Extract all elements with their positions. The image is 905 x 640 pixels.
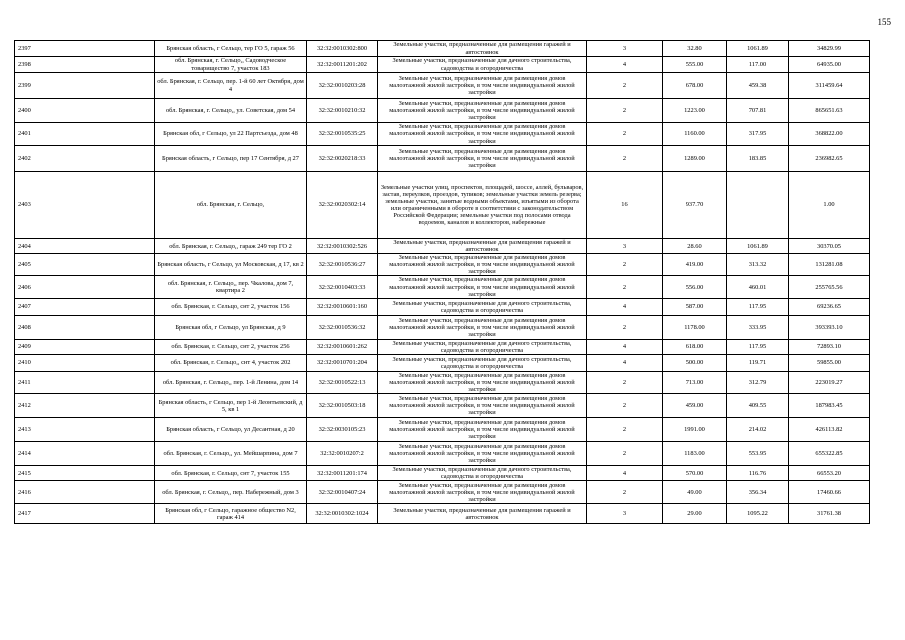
table-row [15, 418, 870, 442]
rate-cell: 117.95 [727, 298, 789, 315]
table-row [15, 172, 870, 239]
value-cell: 255765.56 [789, 276, 870, 298]
rate-cell: 1061.89 [727, 41, 789, 57]
value-cell: 655322.85 [789, 442, 870, 466]
table-row [15, 57, 870, 73]
value-cell: 66553.20 [789, 466, 870, 481]
row-number: 2415 [15, 466, 155, 481]
area-cell: 570.00 [663, 466, 727, 481]
area-cell: 500.00 [663, 354, 727, 371]
value-cell: 72893.10 [789, 339, 870, 354]
cadastral-number-cell: 32:32:0010601:262 [307, 339, 378, 354]
rate-cell: 409.55 [727, 394, 789, 418]
rate-cell [727, 172, 789, 239]
group-cell: 2 [587, 146, 663, 172]
area-cell: 713.00 [663, 371, 727, 393]
row-number: 2397 [15, 41, 155, 57]
land-use-cell: Земельные участки, предназначенные для размещения гаражей и автостоянок [378, 41, 587, 57]
land-use-cell: Земельные участки, предназначенные для дачного строительства, садоводства и огородничества [378, 298, 587, 315]
value-cell: 368822.00 [789, 123, 870, 146]
cadastral-number-cell: 32:32:0030105:23 [307, 418, 378, 442]
group-cell: 2 [587, 254, 663, 276]
area-cell: 1289.00 [663, 146, 727, 172]
address-cell: Брянская область, г Сельцо, тер ГО 5, гараж 56 [155, 41, 307, 57]
cadastral-number-cell: 32:32:0011201:174 [307, 466, 378, 481]
address-cell: обл. Брянская, г. Сельцо, снт 7, участок 155 [155, 466, 307, 481]
rate-cell: 317.95 [727, 123, 789, 146]
table-row [15, 276, 870, 298]
table-row [15, 146, 870, 172]
land-use-cell: Земельные участки, предназначенные для размещения домов малоэтажной жилой застройки, в том числе индивидуальной жилой застройки [378, 394, 587, 418]
rate-cell: 117.00 [727, 57, 789, 73]
group-cell: 4 [587, 466, 663, 481]
land-use-cell: Земельные участки, предназначенные для размещения домов малоэтажной жилой застройки, в том числе индивидуальной жилой застройки [378, 315, 587, 339]
value-cell: 34829.99 [789, 41, 870, 57]
address-cell: обл. Брянская, г. Сельцо,, пер. Чкалова, дом 7, квартира 2 [155, 276, 307, 298]
group-cell: 2 [587, 73, 663, 99]
cadastral-number-cell: 32:32:0010536:32 [307, 315, 378, 339]
cadastral-number-cell: 32:32:0020302:14 [307, 172, 378, 239]
row-number: 2399 [15, 73, 155, 99]
row-number: 2398 [15, 57, 155, 73]
table-row [15, 315, 870, 339]
cadastral-number-cell: 32:32:0010522:13 [307, 371, 378, 393]
area-cell: 459.00 [663, 394, 727, 418]
row-number: 2411 [15, 371, 155, 393]
address-cell: Брянская область, г Сельцо, пер 1-й Леонтьевский, д 5, кв 1 [155, 394, 307, 418]
cadastral-number-cell: 32:32:0010207:2 [307, 442, 378, 466]
table-row [15, 254, 870, 276]
group-cell: 2 [587, 394, 663, 418]
land-use-cell: Земельные участки улиц, проспектов, площадей, шоссе, аллей, бульваров, застав, переулков, проездов, тупиков; земельные участки земель резерва; земельные участки, занятые водными объектами, изъятыми из оборота или ограниченными в обороте в соответствии с законодательством Российской Федерации; земельные участки под полосами отвода водоемов, каналов и коллекторов, набережные [378, 172, 587, 239]
land-use-cell: Земельные участки, предназначенные для размещения домов малоэтажной жилой застройки, в том числе индивидуальной жилой застройки [378, 146, 587, 172]
row-number: 2400 [15, 99, 155, 123]
land-use-cell: Земельные участки, предназначенные для размещения домов малоэтажной жилой застройки, в том числе индивидуальной жилой застройки [378, 73, 587, 99]
cadastral-number-cell: 32:32:0010701:204 [307, 354, 378, 371]
row-number: 2413 [15, 418, 155, 442]
cadastral-number-cell: 32:32:0010601:160 [307, 298, 378, 315]
row-number: 2402 [15, 146, 155, 172]
rate-cell: 553.95 [727, 442, 789, 466]
table-row [15, 123, 870, 146]
cadastral-number-cell: 32:32:0010302:800 [307, 41, 378, 57]
rate-cell: 313.32 [727, 254, 789, 276]
area-cell: 678.00 [663, 73, 727, 99]
cadastral-number-cell: 32:32:0010407:24 [307, 481, 378, 504]
value-cell: 31761.38 [789, 504, 870, 524]
table-row [15, 339, 870, 354]
row-number: 2407 [15, 298, 155, 315]
group-cell: 4 [587, 339, 663, 354]
address-cell: обл. Брянская, г. Сельцо,, ул. Советская, дом 54 [155, 99, 307, 123]
cadastral-number-cell: 32:32:0010503:18 [307, 394, 378, 418]
value-cell: 131281.08 [789, 254, 870, 276]
page-number: 155 [877, 17, 891, 27]
cadastral-number-cell: 32:32:0010302:1024 [307, 504, 378, 524]
group-cell: 2 [587, 481, 663, 504]
row-number: 2409 [15, 339, 155, 354]
area-cell: 1991.00 [663, 418, 727, 442]
rate-cell: 116.76 [727, 466, 789, 481]
rate-cell: 183.85 [727, 146, 789, 172]
table-row [15, 239, 870, 254]
value-cell: 17460.66 [789, 481, 870, 504]
rate-cell: 459.38 [727, 73, 789, 99]
group-cell: 3 [587, 41, 663, 57]
table-row [15, 394, 870, 418]
group-cell: 3 [587, 239, 663, 254]
area-cell: 1178.00 [663, 315, 727, 339]
address-cell: Брянская обл, г Сельцо, ул 22 Партсъезда, дом 48 [155, 123, 307, 146]
land-use-cell: Земельные участки, предназначенные для размещения гаражей и автостоянок [378, 504, 587, 524]
rate-cell: 1061.89 [727, 239, 789, 254]
rate-cell: 333.95 [727, 315, 789, 339]
rate-cell: 312.79 [727, 371, 789, 393]
area-cell: 556.00 [663, 276, 727, 298]
group-cell: 2 [587, 371, 663, 393]
row-number: 2405 [15, 254, 155, 276]
rate-cell: 214.02 [727, 418, 789, 442]
address-cell: обл. Брянская, г. Сельцо,, пер. Набережный, дом 3 [155, 481, 307, 504]
cadastral-number-cell: 32:32:0010203:28 [307, 73, 378, 99]
row-number: 2404 [15, 239, 155, 254]
cadastral-number-cell: 32:32:0020218:33 [307, 146, 378, 172]
value-cell: 59855.00 [789, 354, 870, 371]
land-use-cell: Земельные участки, предназначенные для размещения домов малоэтажной жилой застройки, в том числе индивидуальной жилой застройки [378, 254, 587, 276]
table-row [15, 504, 870, 524]
rate-cell: 117.95 [727, 339, 789, 354]
land-use-cell: Земельные участки, предназначенные для дачного строительства, садоводства и огородничества [378, 354, 587, 371]
cadastral-number-cell: 32:32:0010535:25 [307, 123, 378, 146]
area-cell: 555.00 [663, 57, 727, 73]
rate-cell: 119.71 [727, 354, 789, 371]
area-cell: 29.00 [663, 504, 727, 524]
value-cell: 64935.00 [789, 57, 870, 73]
group-cell: 16 [587, 172, 663, 239]
land-use-cell: Земельные участки, предназначенные для размещения домов малоэтажной жилой застройки, в том числе индивидуальной жилой застройки [378, 481, 587, 504]
address-cell: обл. Брянская, г. Сельцо, пер. 1-й 60 лет Октября, дом 4 [155, 73, 307, 99]
address-cell: обл. Брянская, г. Сельцо, [155, 172, 307, 239]
area-cell: 937.70 [663, 172, 727, 239]
value-cell: 187983.45 [789, 394, 870, 418]
value-cell: 1.00 [789, 172, 870, 239]
row-number: 2417 [15, 504, 155, 524]
area-cell: 1183.00 [663, 442, 727, 466]
row-number: 2414 [15, 442, 155, 466]
address-cell: обл. Брянская, г. Сельцо,, пер. 1-й Ленина, дом 14 [155, 371, 307, 393]
address-cell: Брянская область, г Сельцо, пер 17 Сентября, д 27 [155, 146, 307, 172]
group-cell: 4 [587, 298, 663, 315]
address-cell: обл. Брянская, г. Сельцо,, Садоводческое товарищество 7, участок 183 [155, 57, 307, 73]
area-cell: 419.00 [663, 254, 727, 276]
value-cell: 865651.63 [789, 99, 870, 123]
address-cell: Брянская обл, г Сельцо, гаражное общество N2, гараж 414 [155, 504, 307, 524]
group-cell: 2 [587, 99, 663, 123]
land-use-cell: Земельные участки, предназначенные для размещения домов малоэтажной жилой застройки, в том числе индивидуальной жилой застройки [378, 276, 587, 298]
table-row [15, 73, 870, 99]
table-row [15, 298, 870, 315]
area-cell: 1160.00 [663, 123, 727, 146]
address-cell: Брянская обл, г Сельцо, ул Брянская, д 9 [155, 315, 307, 339]
table-row [15, 99, 870, 123]
value-cell: 426113.82 [789, 418, 870, 442]
value-cell: 236982.65 [789, 146, 870, 172]
address-cell: обл. Брянская, г. Сельцо,, снт 4, участок 202 [155, 354, 307, 371]
cadastral-value-table [14, 40, 870, 524]
row-number: 2403 [15, 172, 155, 239]
group-cell: 2 [587, 123, 663, 146]
land-use-cell: Земельные участки, предназначенные для размещения гаражей и автостоянок [378, 239, 587, 254]
land-use-cell: Земельные участки, предназначенные для дачного строительства, садоводства и огородничества [378, 339, 587, 354]
land-use-cell: Земельные участки, предназначенные для размещения домов малоэтажной жилой застройки, в том числе индивидуальной жилой застройки [378, 371, 587, 393]
cadastral-number-cell: 32:32:0010302:526 [307, 239, 378, 254]
table-row [15, 371, 870, 393]
table-row [15, 41, 870, 57]
cadastral-number-cell: 32:32:0010403:33 [307, 276, 378, 298]
row-number: 2410 [15, 354, 155, 371]
row-number: 2416 [15, 481, 155, 504]
land-use-cell: Земельные участки, предназначенные для дачного строительства, садоводства и огородничества [378, 57, 587, 73]
land-use-cell: Земельные участки, предназначенные для размещения домов малоэтажной жилой застройки, в том числе индивидуальной жилой застройки [378, 418, 587, 442]
rate-cell: 460.01 [727, 276, 789, 298]
rate-cell: 1095.22 [727, 504, 789, 524]
area-cell: 49.00 [663, 481, 727, 504]
table-row [15, 354, 870, 371]
address-cell: обл. Брянская, г. Сельцо, снт 2, участок 156 [155, 298, 307, 315]
group-cell: 2 [587, 315, 663, 339]
address-cell: обл. Брянская, г. Сельцо,, гараж 249 тер ГО 2 [155, 239, 307, 254]
table-row [15, 481, 870, 504]
rate-cell: 356.34 [727, 481, 789, 504]
row-number: 2406 [15, 276, 155, 298]
row-number: 2412 [15, 394, 155, 418]
area-cell: 587.00 [663, 298, 727, 315]
cadastral-number-cell: 32:32:0010210:32 [307, 99, 378, 123]
land-use-cell: Земельные участки, предназначенные для размещения домов малоэтажной жилой застройки, в том числе индивидуальной жилой застройки [378, 442, 587, 466]
land-use-cell: Земельные участки, предназначенные для размещения домов малоэтажной жилой застройки, в том числе индивидуальной жилой застройки [378, 99, 587, 123]
value-cell: 30370.05 [789, 239, 870, 254]
group-cell: 3 [587, 504, 663, 524]
address-cell: Брянская область, г Сельцо, ул Десантная, д 20 [155, 418, 307, 442]
group-cell: 2 [587, 276, 663, 298]
address-cell: обл. Брянская, г. Сельцо, снт 2, участок 256 [155, 339, 307, 354]
area-cell: 618.00 [663, 339, 727, 354]
value-cell: 69236.65 [789, 298, 870, 315]
group-cell: 2 [587, 418, 663, 442]
cadastral-number-cell: 32:32:0010536:27 [307, 254, 378, 276]
table-row [15, 466, 870, 481]
area-cell: 28.60 [663, 239, 727, 254]
row-number: 2408 [15, 315, 155, 339]
cadastral-number-cell: 32:32:0011201:202 [307, 57, 378, 73]
group-cell: 4 [587, 354, 663, 371]
value-cell: 393393.10 [789, 315, 870, 339]
value-cell: 311459.64 [789, 73, 870, 99]
land-use-cell: Земельные участки, предназначенные для размещения домов малоэтажной жилой застройки, в том числе индивидуальной жилой застройки [378, 123, 587, 146]
area-cell: 32.80 [663, 41, 727, 57]
rate-cell: 707.81 [727, 99, 789, 123]
group-cell: 2 [587, 442, 663, 466]
land-use-cell: Земельные участки, предназначенные для дачного строительства, садоводства и огородничества [378, 466, 587, 481]
row-number: 2401 [15, 123, 155, 146]
address-cell: обл. Брянская, г. Сельцо,, ул. Мейшарпина, дом 7 [155, 442, 307, 466]
table-row [15, 442, 870, 466]
area-cell: 1223.00 [663, 99, 727, 123]
value-cell: 223019.27 [789, 371, 870, 393]
address-cell: Брянская область, г Сельцо, ул Московская, д 17, кв 2 [155, 254, 307, 276]
group-cell: 4 [587, 57, 663, 73]
